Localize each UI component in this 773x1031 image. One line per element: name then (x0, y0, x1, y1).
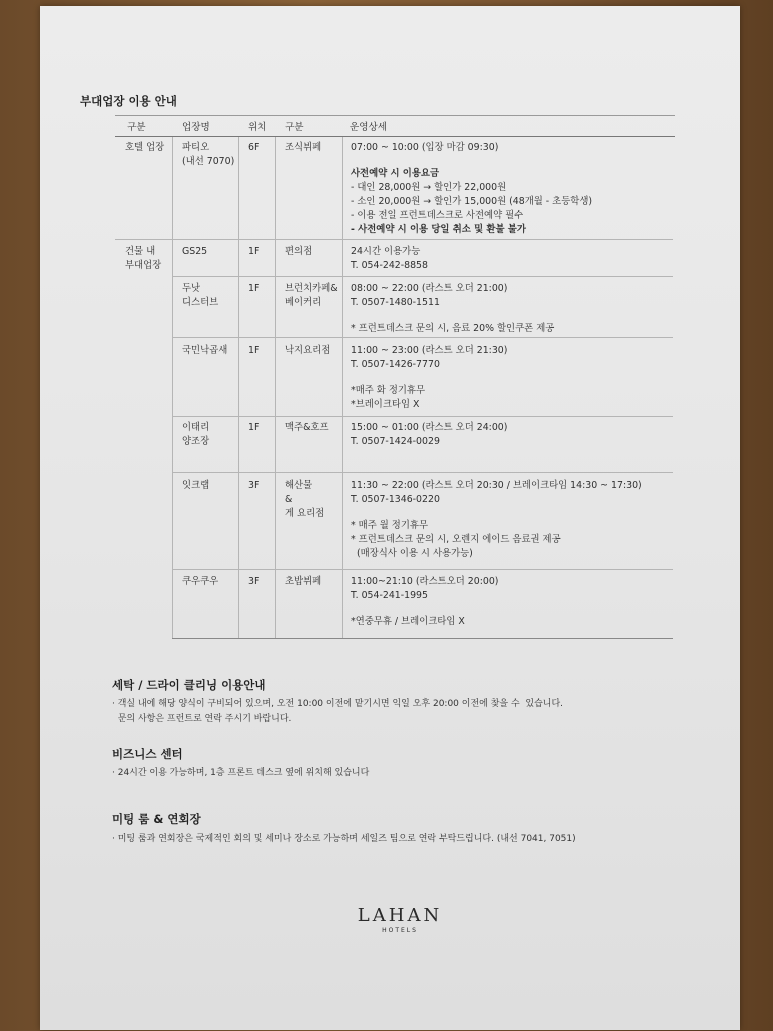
row-floor: 6F (248, 142, 260, 153)
row-type: 편의점 (285, 246, 313, 257)
row-floor: 3F (248, 576, 260, 587)
grid-vline-3 (275, 137, 276, 638)
row-type: 맥주&호프 (285, 422, 329, 433)
row-details: 11:30 ~ 22:00 (라스트 오더 20:30 / 브레이크타임 14:30 ~ 17:30) T. 0507-1346-0220 * 매주 월 정기휴무 * 프런트데스크 문의 시, 오렌지 에이드 음료권 제공 (매장식사 이용 시 사용가능) (351, 480, 642, 559)
meeting-text: · 미팅 룸과 연회장은 국제적인 회의 및 세미나 장소로 가능하며 세일즈 팀으로 연락 부탁드립니다. (내선 7041, 7051) (112, 834, 576, 844)
row-type: 해산물 & 게 요리점 (285, 480, 325, 519)
row-details: 24시간 이용가능 T. 054-242-8858 (351, 246, 428, 271)
row-details: 07:00 ~ 10:00 (입장 마감 09:30) 사전예약 시 이용요금 - 대인 28,000원 → 할인가 22,000원 - 소인 20,000원 → 할인가 15,000원 (48개월 - 초등학생) - 이용 전일 프런트데스크로 사전예약 필수 - 사전예약 시 이용 당일 취소 및 환불 불가 (351, 142, 593, 235)
row-floor: 1F (248, 422, 260, 433)
row-details: 11:00~21:10 (라스트오더 20:00) T. 054-241-1995 *연중무휴 / 브레이크타임 X (351, 576, 499, 627)
row-floor: 1F (248, 283, 260, 294)
row-floor: 3F (248, 480, 260, 491)
row-type: 브런치카페& 베이커리 (285, 283, 338, 308)
table-header-rule (115, 136, 675, 137)
grid-vline-1 (172, 137, 173, 638)
header-name: 업장명 (182, 122, 210, 133)
grid-vline-4 (342, 137, 343, 638)
row-category: 호텔 업장 (125, 142, 165, 153)
grid-hline-6 (172, 569, 673, 570)
laundry-title: 세탁 / 드라이 클리닝 이용안내 (112, 678, 266, 692)
grid-hline-bottom (172, 638, 673, 639)
row-category: 건물 내 부대업장 (125, 246, 162, 271)
row-floor: 1F (248, 345, 260, 356)
row-name: 이태리 양조장 (182, 422, 210, 447)
row-name: 국민낙곱새 (182, 345, 228, 356)
grid-hline-3 (172, 337, 673, 338)
row-name: 잇크랩 (182, 480, 210, 491)
header-type: 구분 (285, 122, 304, 133)
row-details: 11:00 ~ 23:00 (라스트 오더 21:30) T. 0507-1426-7770 *매주 화 정기휴무 *브레이크타임 X (351, 345, 508, 410)
row-type: 낙지요리점 (285, 345, 331, 356)
grid-hline-5 (172, 472, 673, 473)
row-name: 파티오 (내선 7070) (182, 142, 235, 167)
header-category: 구분 (127, 122, 146, 133)
grid-hline-4 (172, 416, 673, 417)
facility-title: 부대업장 이용 안내 (80, 94, 177, 108)
row-floor: 1F (248, 246, 260, 257)
business-text: · 24시간 이용 가능하며, 1층 프론트 데스크 옆에 위치해 있습니다 (112, 768, 370, 778)
meeting-title: 미팅 룸 & 연회장 (112, 812, 201, 826)
grid-hline-1 (115, 239, 673, 240)
row-type: 초밥뷔페 (285, 576, 322, 587)
business-title: 비즈니스 센터 (112, 747, 183, 761)
row-name: 두낫 디스터브 (182, 283, 219, 308)
table-top-rule (115, 115, 675, 116)
row-name: GS25 (182, 246, 208, 257)
laundry-text: · 객실 내에 해당 양식이 구비되어 있으며, 오전 10:00 이전에 맡기시면 익일 오후 20:00 이전에 찾을 수 있습니다. 문의 사항은 프런트로 연락 주시기 바랍니다. (112, 699, 564, 724)
row-name: 쿠우쿠우 (182, 576, 219, 587)
header-floor: 위치 (248, 122, 267, 133)
row-details: 15:00 ~ 01:00 (라스트 오더 24:00) T. 0507-1424-0029 (351, 422, 508, 447)
row-details: 08:00 ~ 22:00 (라스트 오더 21:00) T. 0507-1480-1511 * 프런트데스크 문의 시, 음료 20% 할인쿠폰 제공 (351, 283, 555, 334)
lahan-logo (355, 905, 445, 934)
logo-subtitle: HOTELS (382, 927, 418, 934)
row-type: 조식뷔페 (285, 142, 322, 153)
logo-wordmark: LAHAN (357, 905, 443, 926)
grid-vline-2 (238, 137, 239, 638)
header-details: 운영상세 (350, 122, 388, 133)
grid-hline-2 (172, 276, 673, 277)
